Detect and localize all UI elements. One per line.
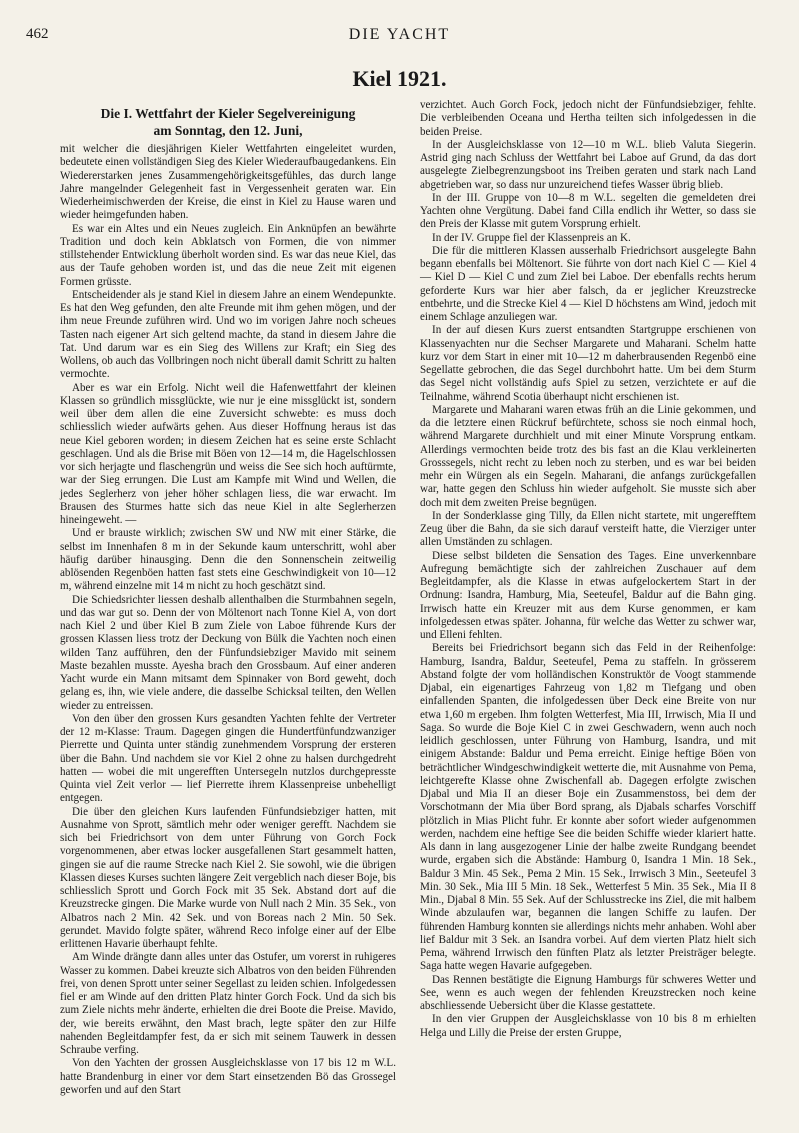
left-column [60, 105, 396, 1097]
article-title: Kiel 1921. [352, 66, 447, 91]
paragraph: Diese selbst bildeten die Sensation des Tages. Eine unverkennbare Aufregung bemächtigte sich der zahlreichen Zuschauer auf dem Begleitdampfer, als die Klasse in etwas aufgelockertem Start in der Ordnung: Isandra, Hamburg, Mia, Seeteufel, Baldur auf die Bahn ging. Irrwisch hatte ein Kreuzer mit aus dem Kurse genommen, er kam infolgedessen etwas später. Johanna, für welche das Wetter zu schwer war, und Elleni fehlten. [420, 549, 756, 641]
paragraph: Von den Yachten der grossen Ausgleichsklasse von 17 bis 12 m W.L. hatte Brandenburg in einer vor dem Start einsetzenden Bö das Grossegel geworfen und auf den Start [60, 1057, 396, 1096]
section-heading [60, 105, 396, 139]
running-title: DIE YACHT [348, 26, 451, 43]
paragraph: Von den über den grossen Kurs gesandten Yachten fehlte der Vertreter der 12 m-Klasse: Traum. Dagegen gingen die Hundertfünfundzwanziger Pierrette und Quinta unter ständig zunehmendem Vorsprung der ersteren über die Bahn. Und nachdem sie vor Kiel 2 ohne zu halsen durchgedreht hatten — wobei die mit ungerefften Untersegeln nutzlos durchgepresste Quinta viel Zeit verlor — lief Pierrette ihrem Klassenpreise unbehelligt entgegen. [60, 712, 396, 805]
paragraph: Das Rennen bestätigte die Eignung Hamburgs für schweres Wetter und See, wenn es auch wegen der fehlenden Kreuzstrecken noch keine abschliessende Uebersicht über die Klasse gestattete. [420, 973, 756, 1012]
paragraph: In der auf diesen Kurs zuerst entsandten Startgruppe erschienen von Klassenyachten nur die Sechser Margarete und Maharani. Schelm hatte kurz vor dem Start in einer mit 10—12 m daherbrausenden Regenbö eine Segellatte gebrochen, die das Segel durchbohrt hatte. Um bei dem Sturm das Segel nicht vollständig aufs Spiel zu setzen, verzichtete er auf die Teilnahme, während Scotia überhaupt nicht erschienen ist. [420, 324, 756, 403]
section-heading-line-1: Die I. Wettfahrt der Kieler Segelvereinigung [100, 106, 356, 121]
paragraph: In der III. Gruppe von 10—8 m W.L. segelten die gemeldeten drei Yachten ohne Vergütung. Dabei fand Cilla endlich ihr Wetter, so dass sie den Preis der Klasse mit gutem Vorsprung erhielt. [420, 191, 756, 231]
paragraph: Und er brauste wirklich; zwischen SW und NW mit einer Stärke, die selbst im Innenhafen 8 m in der Sekunde kaum unterschritt, wohl aber häufig darüber hinausging. Denn die den Sonnenschein zeitweilig ablösenden Regenböen hatten fast stets eine Geschwindigkeit von 10—12 m, während einzelne mit 14 m nicht zu hoch geschätzt sind. [60, 527, 396, 593]
paragraph: Margarete und Maharani waren etwas früh an die Linie gekommen, und da die letztere einen Rückruf befürchtete, schoss sie noch einmal hoch, während Margarete durchhielt und mit einer Minute Vorsprung entkam. Allerdings vermochten beide trotz des bis fast an die Klau verkleinerten Grosssegels, nicht recht zu leben noch zu sterben, und es war bei beiden mehr ein Würgen als ein Segeln. Maharani, die anfangs zurückgefallen war, hatte gegen den Schluss hin wieder aufgeholt. Sie musste sich aber doch mit dem zweiten Preise begnügen. [420, 403, 756, 509]
paragraph: Die über den gleichen Kurs laufenden Fünfundsiebziger hatten, mit Ausnahme von Sprott, sämtlich mehr oder weniger gerefft. Nachdem sie sich bei Friedrichsort von dem unter Führung von Gorch Fock vorgenommenen, aber etwas locker ausgefallenen Start gesammelt hatten, gingen sie auf die raume Strecke nach Kiel 2. Sie sowohl, wie die übrigen Klassen dieses Kurses suchten längere Zeit vergeblich nach dieser Boje, bis schliesslich Sprott und Gorch Fock mit 35 Sek. Abstand dort auf die Kreuzstrecke gingen. Die Marke wurde von Null nach 2 Min. 35 Sek., von Albatros nach 2 Min. 42 Sek. und von Boreas nach 2 Min. 50 Sek. gerundet. Mavido folgte später, während Reco infolge einer auf der Elbe erlittenen Havarie überhaupt fehlte. [60, 805, 396, 950]
paragraph: mit welcher die diesjährigen Kieler Wettfahrten eingeleitet wurden, bedeutete einen vollständigen Sieg des Kieler Wiederaufbaugedankens. Ein Wiedererstarken jenes Zusammengehörigkeitsgefühles, das durch lange Jahre mangelnder Gelegenheit fast in Vergessenheit geraten war. Ein Wiederheimischwerden der Kreise, die einst in Kiel zu Hause waren und wieder heimgefunden haben. [60, 143, 396, 222]
paragraph: Die Schiedsrichter liessen deshalb allenthalben die Sturmbahnen segeln, und das war gut so. Denn der von Möltenort nach Tonne Kiel A, von dort nach Kiel 2 und über Kiel B zum Ziele von Laboe führende Kurs der grossen Klassen liess trotz der Deckung von Bülk die Yachten noch einen wilden Tanz aufführen, den der Fünfundsiebziger Mavido mit seinem Maste bezahlen musste. Ayesha brach den Grossbaum. Auf einer anderen Yacht wurde ein Mann mitsamt dem Spinnaker von Bord geweht, doch gelang es, ihn, wie viele andere, die dasselbe Schicksal teilten, den Wellen wieder zu entreissen. [60, 593, 396, 712]
section-heading-line-2: am Sonntag, den 12. Juni, [153, 123, 303, 138]
page-number: 462 [26, 26, 49, 42]
paragraph: Aber es war ein Erfolg. Nicht weil die Hafenwettfahrt der kleinen Klassen so gründlich missglückte, wie nur je eine missglückt ist, sondern weil über dem allen die eine Zuversicht schwebte: es muss doch schliesslich wieder aufwärts gehen. Aus dieser Hoffnung heraus ist das neue Kiel geboren worden; in diesem Zeichen hat es seine erste Schlacht geschlagen. Und als die Brise mit Böen von 12—14 m, die Hagelschlossen vor sich herjagte und flaschengrün und weiss die See sich hoch auftürmte, war der Sieg errungen. Die Lust am Kampfe mit Wind und Wellen, die jedes Seglerherz von jeher höher schlagen liess, die war erwacht. Im Brausen des Sturmes hatte sich das neue Kiel in alte Seglerherzen hineingeweht. — [60, 381, 396, 526]
paragraph: verzichtet. Auch Gorch Fock, jedoch nicht der Fünfundsiebziger, fehlte. Die verbleibenden Oceana und Hertha teilten sich infolgedessen in die beiden Preise. [420, 99, 756, 138]
paragraph: In der Ausgleichsklasse von 12—10 m W.L. blieb Valuta Siegerin. Astrid ging nach Schluss der Wettfahrt bei Laboe auf Grund, da das dort ausgelegte Zielbegrenzungsboot ins Treiben geraten und stark nach Land abgetrieben war, so dass nur unzureichend tiefes Wasser übrig blieb. [420, 138, 756, 191]
paragraph: In der Sonderklasse ging Tilly, da Ellen nicht startete, mit ungerefftem Zeug über die Bahn, da sie sich darauf versteift hatte, die Vierziger unter allen Umständen zu schlagen. [420, 509, 756, 549]
paragraph: Es war ein Altes und ein Neues zugleich. Ein Anknüpfen an bewährte Tradition und doch kein Abklatsch von Formen, die von nimmer stillstehender Entwicklung überholt worden sind. Es war das neue Kiel, das aus der Taufe gehoben worden ist, und das die neue Zeit mit eigenen Formen grüsste. [60, 222, 396, 288]
paragraph: In den vier Gruppen der Ausgleichsklasse von 10 bis 8 m erhielten Helga und Lilly die Preise der ersten Gruppe, [420, 1013, 756, 1039]
paragraph: Die für die mittleren Klassen ausserhalb Friedrichsort ausgelegte Bahn begann ebenfalls bei Möltenort. Sie führte von dort nach Kiel C — Kiel 4 — Kiel D — Kiel C und zum Ziel bei Laboe. Der ebenfalls rechts herum geforderte Kurs war hier aber falsch, da er jeglicher Kreuzstrecke entbehrte, und die Strecke Kiel 4 — Kiel D höchstens am Wind, jedoch mit einem Schlage anzuliegen war. [420, 244, 756, 323]
paragraph: Entscheidender als je stand Kiel in diesem Jahre an einem Wendepunkte. Es hat den Weg gefunden, den alte Freunde mit ihm gehen mögen, und der ihm neue Freunde zuführen wird. Und wo im vorigen Jahre noch scheues Tasten nach eigener Art sich geltend machte, da stand in diesem Jahre die Tat. Und darum war es ein Sieg des Willens zur Kraft; ein Sieg des Wollens, ob auch das Vollbringen noch nicht überall damit Schritt zu halten vermochte. [60, 288, 396, 381]
paragraph: In der IV. Gruppe fiel der Klassenpreis an K. [432, 231, 631, 244]
right-column [420, 99, 756, 1040]
paragraph: Bereits bei Friedrichsort begann sich das Feld in der Reihenfolge: Hamburg, Isandra, Baldur, Seeteufel, Pema zu staffeln. In grösserem Abstand folgte der vom holländischen Konstruktör de Voogt stammende Djabal, ein eigenartiges Fahrzeug von 1,82 m Tiefgang und oben einfallenden Spanten, die infolgedessen über Deck eine Breite von nur etwa 1,60 m ergeben. Ihm folgten Wetterfest, Mia III, Irrwisch, Mia II und Saga. So wurde die Boje Kiel C in zwei Geschwadern, wenn auch noch leidlich geschlossen, unter Führung von Hamburg, Isandra, und mit einigem Abstande: Baldur und Pema erreicht. Einige heftige Böen von beträchtlicher Windgeschwindigkeit wetterte die, mit Ausnahme von Pema, leichtgerefte Klasse ohne Zwischenfall ab. Dagegen erfolgte zwischen Djabal und Mia II an dieser Boje ein Zusammenstoss, bei dem der Vorschotmann der Mia über Bord sprang, als Djabals scharfes Vorschiff plötzlich in Mias Plicht fuhr. Er konnte aber sofort wieder aufgenommen werden, nachdem eine heftige See die beiden Schiffe wieder klariert hatte. Als dann in lang ausgezogener Linie der halbe zweite Rundgang beendet wurde, ergaben sich die Abstände: Hamburg 0, Isandra 1 Min. 18 Sek., Baldur 3 Min. 45 Sek., Pema 2 Min. 15 Sek., Irrwisch 3 Min., Seeteufel 3 Min. 30 Sek., Mia III 5 Min. 18 Sek., Wetterfest 5 Min. 35 Sek., Mia II 8 Min., Djabal 8 Min. 55 Sek. Auf der Schlusstrecke ins Ziel, die mit halbem Winde abzulaufen war, begannen die langen Schiffe zu laufen. Der führenden Hamburg konnten sie allerdings nichts mehr anhaben. Wohl aber lief Baldur mit 3 Sek. an Isandra vorbei. Auf dem vierten Platz hielt sich Pema, während Irrwisch den fünften Platz als letzter Preisträger belegte. Saga hatte wegen Havarie aufgegeben. [420, 642, 756, 973]
paragraph: Am Winde drängte dann alles unter das Ostufer, um vorerst in ruhigeres Wasser zu kommen. Dabei kreuzte sich Albatros von den beiden Führenden frei, von denen Sprott unter seiner Segellast zu leiden schien. Infolgedessen fiel er am Winde auf den dritten Platz hinter Gorch Fock. Und da sich bis zum Ziele nichts mehr änderte, erhielten die drei Boote die Preise. Mavido, der, wie bereits erwähnt, den Mast brach, legte später den zur Hilfe nahenden Begleitdampfer fest, da er sich mit seinem Tauwerk in dessen Schraube verfing. [60, 951, 396, 1056]
